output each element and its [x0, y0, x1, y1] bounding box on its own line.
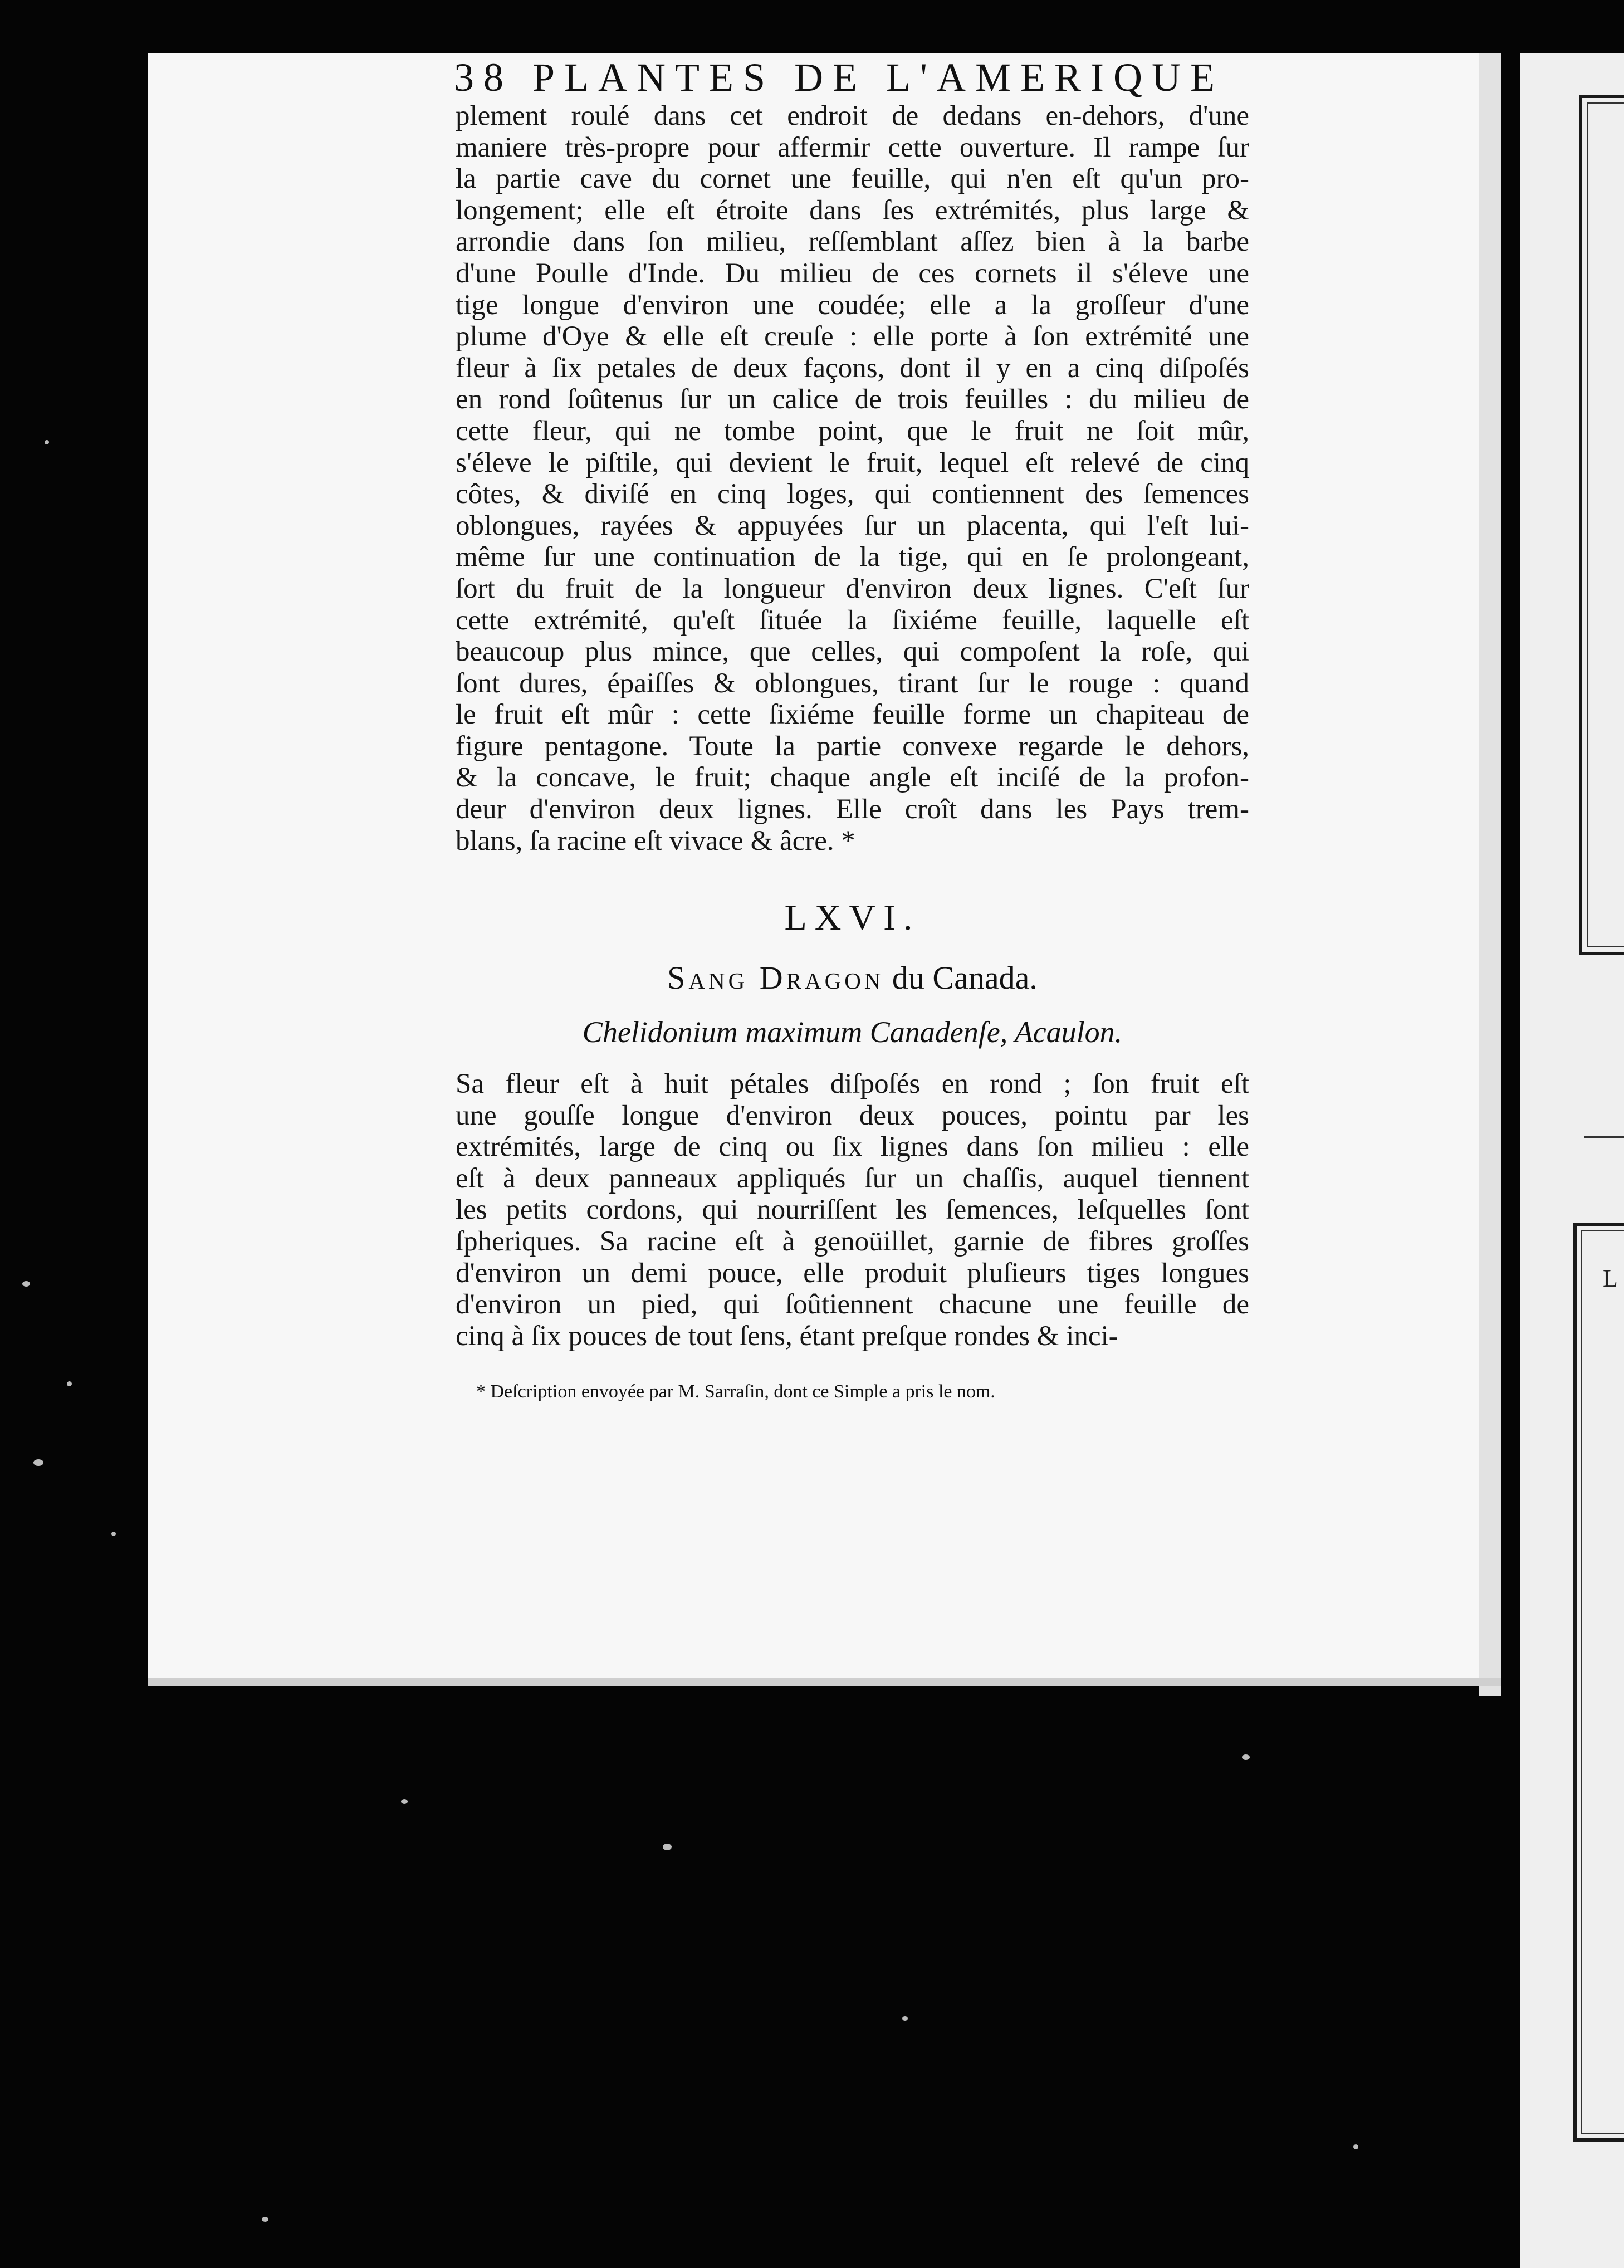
- text-line: côtes, & diviſé en cinq loges, qui contiennent des ſemences: [456, 478, 1249, 510]
- page-fore-edge: [1479, 53, 1501, 1696]
- text-line: d'une Poulle d'Inde. Du milieu de ces cornets il s'éleve une: [456, 257, 1249, 289]
- text-line: d'environ un demi pouce, elle produit pluſieurs tiges longues: [456, 1257, 1249, 1289]
- text-line: d'environ un pied, qui ſoûtiennent chacune une feuille de: [456, 1289, 1249, 1321]
- text-line: la partie cave du cornet une feuille, qui n'en eſt qu'un pro-: [456, 163, 1249, 195]
- dust-speck: [111, 1532, 116, 1536]
- running-head: 38 PLANTES DE L'AMERIQUE: [454, 55, 1224, 100]
- text-line: une gouſſe longue d'environ deux pouces, pointu par les: [456, 1099, 1249, 1131]
- text-line: les petits cordons, qui nourriſſent les ſemences, leſquelles ſont: [456, 1194, 1249, 1226]
- text-line: même ſur une continuation de la tige, qui en ſe prolongeant,: [456, 541, 1249, 573]
- text-line: oblongues, rayées & appuyées ſur un placenta, qui l'eſt lui-: [456, 510, 1249, 541]
- text-line: eſt à deux panneaux appliqués ſur un chaſſis, auquel tiennent: [456, 1162, 1249, 1194]
- dust-speck: [33, 1459, 43, 1466]
- facing-page-letter: L: [1603, 1265, 1618, 1292]
- dust-speck: [262, 2217, 268, 2222]
- text-line: plement roulé dans cet endroit de dedans en-dehors, d'une: [456, 100, 1249, 131]
- text-line: cette fleur, qui ne tombe point, que le fruit ne ſoit mûr,: [456, 415, 1249, 447]
- dust-speck: [1242, 1754, 1250, 1760]
- text-line: tige longue d'environ une coudée; elle a la groſſeur d'une: [456, 289, 1249, 321]
- text-line: ſont dures, épaiſſes & oblongues, tirant ſur le rouge : quand: [456, 667, 1249, 699]
- text-line: blans, ſa racine eſt vivace & âcre. *: [456, 825, 855, 857]
- text-line: cette extrémité, qu'eſt ſituée la ſixiéme feuille, laquelle eſt: [456, 604, 1249, 636]
- text-line: extrémités, large de cinq ou ſix lignes dans ſon milieu : elle: [456, 1131, 1249, 1163]
- dust-speck: [1353, 2144, 1358, 2149]
- dust-speck: [22, 1281, 30, 1287]
- text-line: fleur à ſix petales de deux façons, dont il y en a cinq diſpoſés: [456, 352, 1249, 384]
- text-line: cinq à ſix pouces de tout ſens, étant preſque rondes & inci-: [456, 1320, 1118, 1352]
- facing-page-frame-top: [1579, 95, 1624, 955]
- dust-speck: [45, 440, 49, 444]
- facing-page-rule: [1584, 1136, 1624, 1138]
- body-text-continued: [456, 100, 1249, 857]
- text-line: Sa fleur eſt à huit pétales diſpoſés en rond ; ſon fruit eſt: [456, 1068, 1249, 1099]
- text-line: en rond ſoûtenus ſur un calice de trois feuilles : du milieu de: [456, 384, 1249, 416]
- plant-name-caps: Sang Dragon: [667, 960, 884, 996]
- text-line: beaucoup plus mince, que celles, qui compoſent la roſe, qui: [456, 636, 1249, 668]
- text-line: arrondie dans ſon milieu, reſſemblant aſſez bien à la barbe: [456, 226, 1249, 258]
- text-line: s'éleve le piſtile, qui devient le fruit, lequel eſt relevé de cinq: [456, 447, 1249, 478]
- section-numeral: LXVI.: [784, 897, 921, 938]
- text-line: plume d'Oye & elle eſt creuſe : elle porte à ſon extrémité une: [456, 321, 1249, 353]
- facing-page-frame-bottom: [1573, 1223, 1624, 2142]
- text-line: deur d'environ deux lignes. Elle croît dans les Pays trem-: [456, 794, 1249, 825]
- dust-speck: [663, 1844, 672, 1850]
- text-line: figure pentagone. Toute la partie convexe regarde le dehors,: [456, 730, 1249, 762]
- body-text-description: [456, 1068, 1249, 1352]
- page-bottom-edge: [148, 1678, 1501, 1686]
- text-line: ſpheriques. Sa racine eſt à genoüillet, garnie de fibres groſſes: [456, 1225, 1249, 1257]
- dust-speck: [67, 1381, 72, 1386]
- latin-name: Chelidonium maximum Canadenſe, Acaulon.: [582, 1015, 1123, 1049]
- plant-name: [456, 959, 1249, 996]
- dust-speck: [902, 2016, 908, 2021]
- footnote: * Deſcription envoyée par M. Sarraſin, dont ce Simple a pris le nom.: [476, 1381, 995, 1402]
- dust-speck: [401, 1799, 408, 1804]
- text-line: maniere très-propre pour affermir cette ouverture. Il rampe ſur: [456, 131, 1249, 163]
- plant-name-rest: du Canada.: [884, 960, 1038, 996]
- text-line: le fruit eſt mûr : cette ſixiéme feuille forme un chapiteau de: [456, 699, 1249, 731]
- text-line: & la concave, le fruit; chaque angle eſt inciſé de la profon-: [456, 762, 1249, 794]
- text-line: longement; elle eſt étroite dans ſes extrémités, plus large &: [456, 194, 1249, 226]
- text-line: ſort du fruit de la longueur d'environ deux lignes. C'eſt ſur: [456, 573, 1249, 604]
